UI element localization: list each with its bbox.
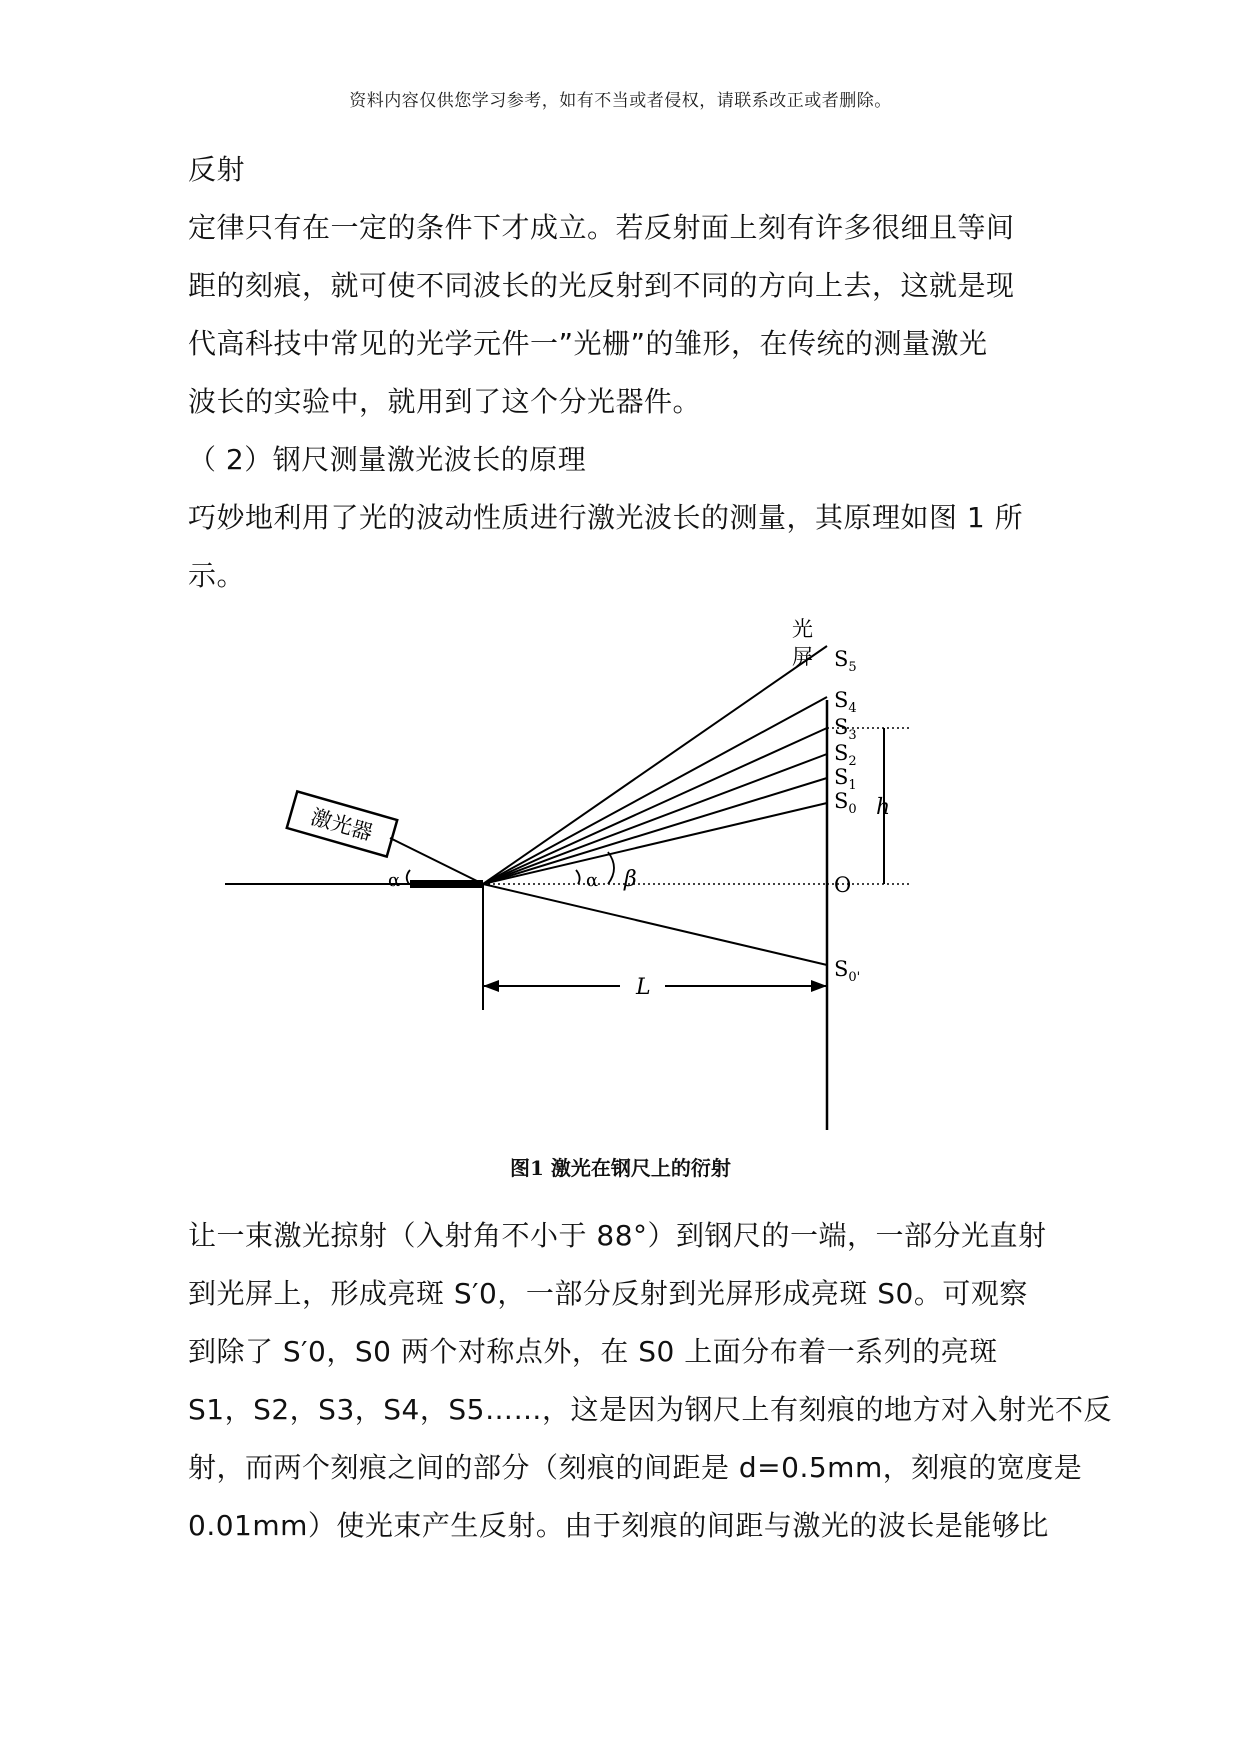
- steel-ruler: [410, 880, 483, 888]
- spot-s1-label: $S_1$: [834, 765, 857, 793]
- ray-s2: [483, 754, 827, 884]
- text-line: 定律只有在一定的条件下才成立。若反射面上刻有许多很细且等间: [188, 211, 1015, 244]
- origin-label: O: [834, 873, 852, 897]
- diffraction-figure: [200, 617, 1040, 1180]
- ray-s3: [483, 728, 827, 884]
- text-line: 波长的实验中，就用到了这个分光器件。: [188, 385, 702, 418]
- laser-label: 激光器: [308, 804, 376, 846]
- ray-s0: [483, 803, 827, 884]
- ray-s1: [483, 778, 827, 884]
- incident-beam: [390, 838, 483, 884]
- text-line: 射，而两个刻痕之间的部分（刻痕的间距是 d=0.5mm，刻痕的宽度是: [188, 1451, 1083, 1484]
- spot-s0-label: $S_0$: [834, 789, 857, 817]
- l-arrowhead-left: [483, 980, 499, 992]
- spot-s2-label: $S_2$: [834, 741, 857, 769]
- disclaimer-header: 资料内容仅供您学习参考，如有不当或者侵权，请联系改正或者删除。: [349, 91, 892, 111]
- direct-beam: [483, 884, 827, 965]
- text-line: 到光屏上，形成亮斑 S′0，一部分反射到光屏形成亮斑 S0。可观察: [188, 1277, 1028, 1310]
- alpha-label-right: α: [586, 870, 599, 891]
- ray-s4: [483, 697, 827, 884]
- diffraction-diagram: [200, 617, 1040, 1160]
- spot-s5-label: $S_5$: [834, 647, 857, 675]
- alpha-arc-right: [576, 870, 580, 884]
- beta-label: β: [624, 867, 637, 892]
- spot-s4-label: $S_4$: [834, 688, 857, 716]
- alpha-arc-left: [407, 870, 410, 884]
- figure-caption: 图1 激光在钢尺上的衍射: [510, 1156, 731, 1180]
- l-label: L: [636, 975, 651, 1000]
- spot-s0-prime-label: $S_{0'}$: [834, 957, 861, 985]
- text-line: S1，S2，S3，S4，S5……，这是因为钢尺上有刻痕的地方对入射光不反: [188, 1393, 1112, 1426]
- text-line: 让一束激光掠射（入射角不小于 88°）到钢尺的一端，一部分光直射: [188, 1219, 1047, 1252]
- ray-s5: [483, 646, 827, 884]
- text-line: 距的刻痕，就可使不同波长的光反射到不同的方向上去，这就是现: [188, 269, 1015, 302]
- beta-arc: [608, 852, 614, 884]
- alpha-label-left: α: [388, 870, 401, 891]
- text-line: 巧妙地利用了光的波动性质进行激光波长的测量，其原理如图 1 所: [188, 501, 1024, 534]
- text-line: 反射: [188, 153, 246, 186]
- h-label: h: [876, 795, 891, 820]
- screen-label-2: 屏: [792, 645, 813, 669]
- section-heading: （ 2）钢尺测量激光波长的原理: [188, 443, 587, 476]
- l-arrowhead-right: [811, 980, 827, 992]
- text-line: 示。: [188, 559, 246, 592]
- text-line: 0.01mm）使光束产生反射。由于刻痕的间距与激光的波长是能够比: [188, 1509, 1049, 1542]
- text-line: 代高科技中常见的光学元件一”光栅”的雏形，在传统的测量激光: [188, 327, 988, 360]
- laser-device: [287, 791, 397, 856]
- spot-s3-label: $S_3$: [834, 715, 857, 743]
- screen-label-1: 光: [792, 617, 813, 641]
- text-line: 到除了 S′0，S0 两个对称点外，在 S0 上面分布着一系列的亮斑: [188, 1335, 998, 1368]
